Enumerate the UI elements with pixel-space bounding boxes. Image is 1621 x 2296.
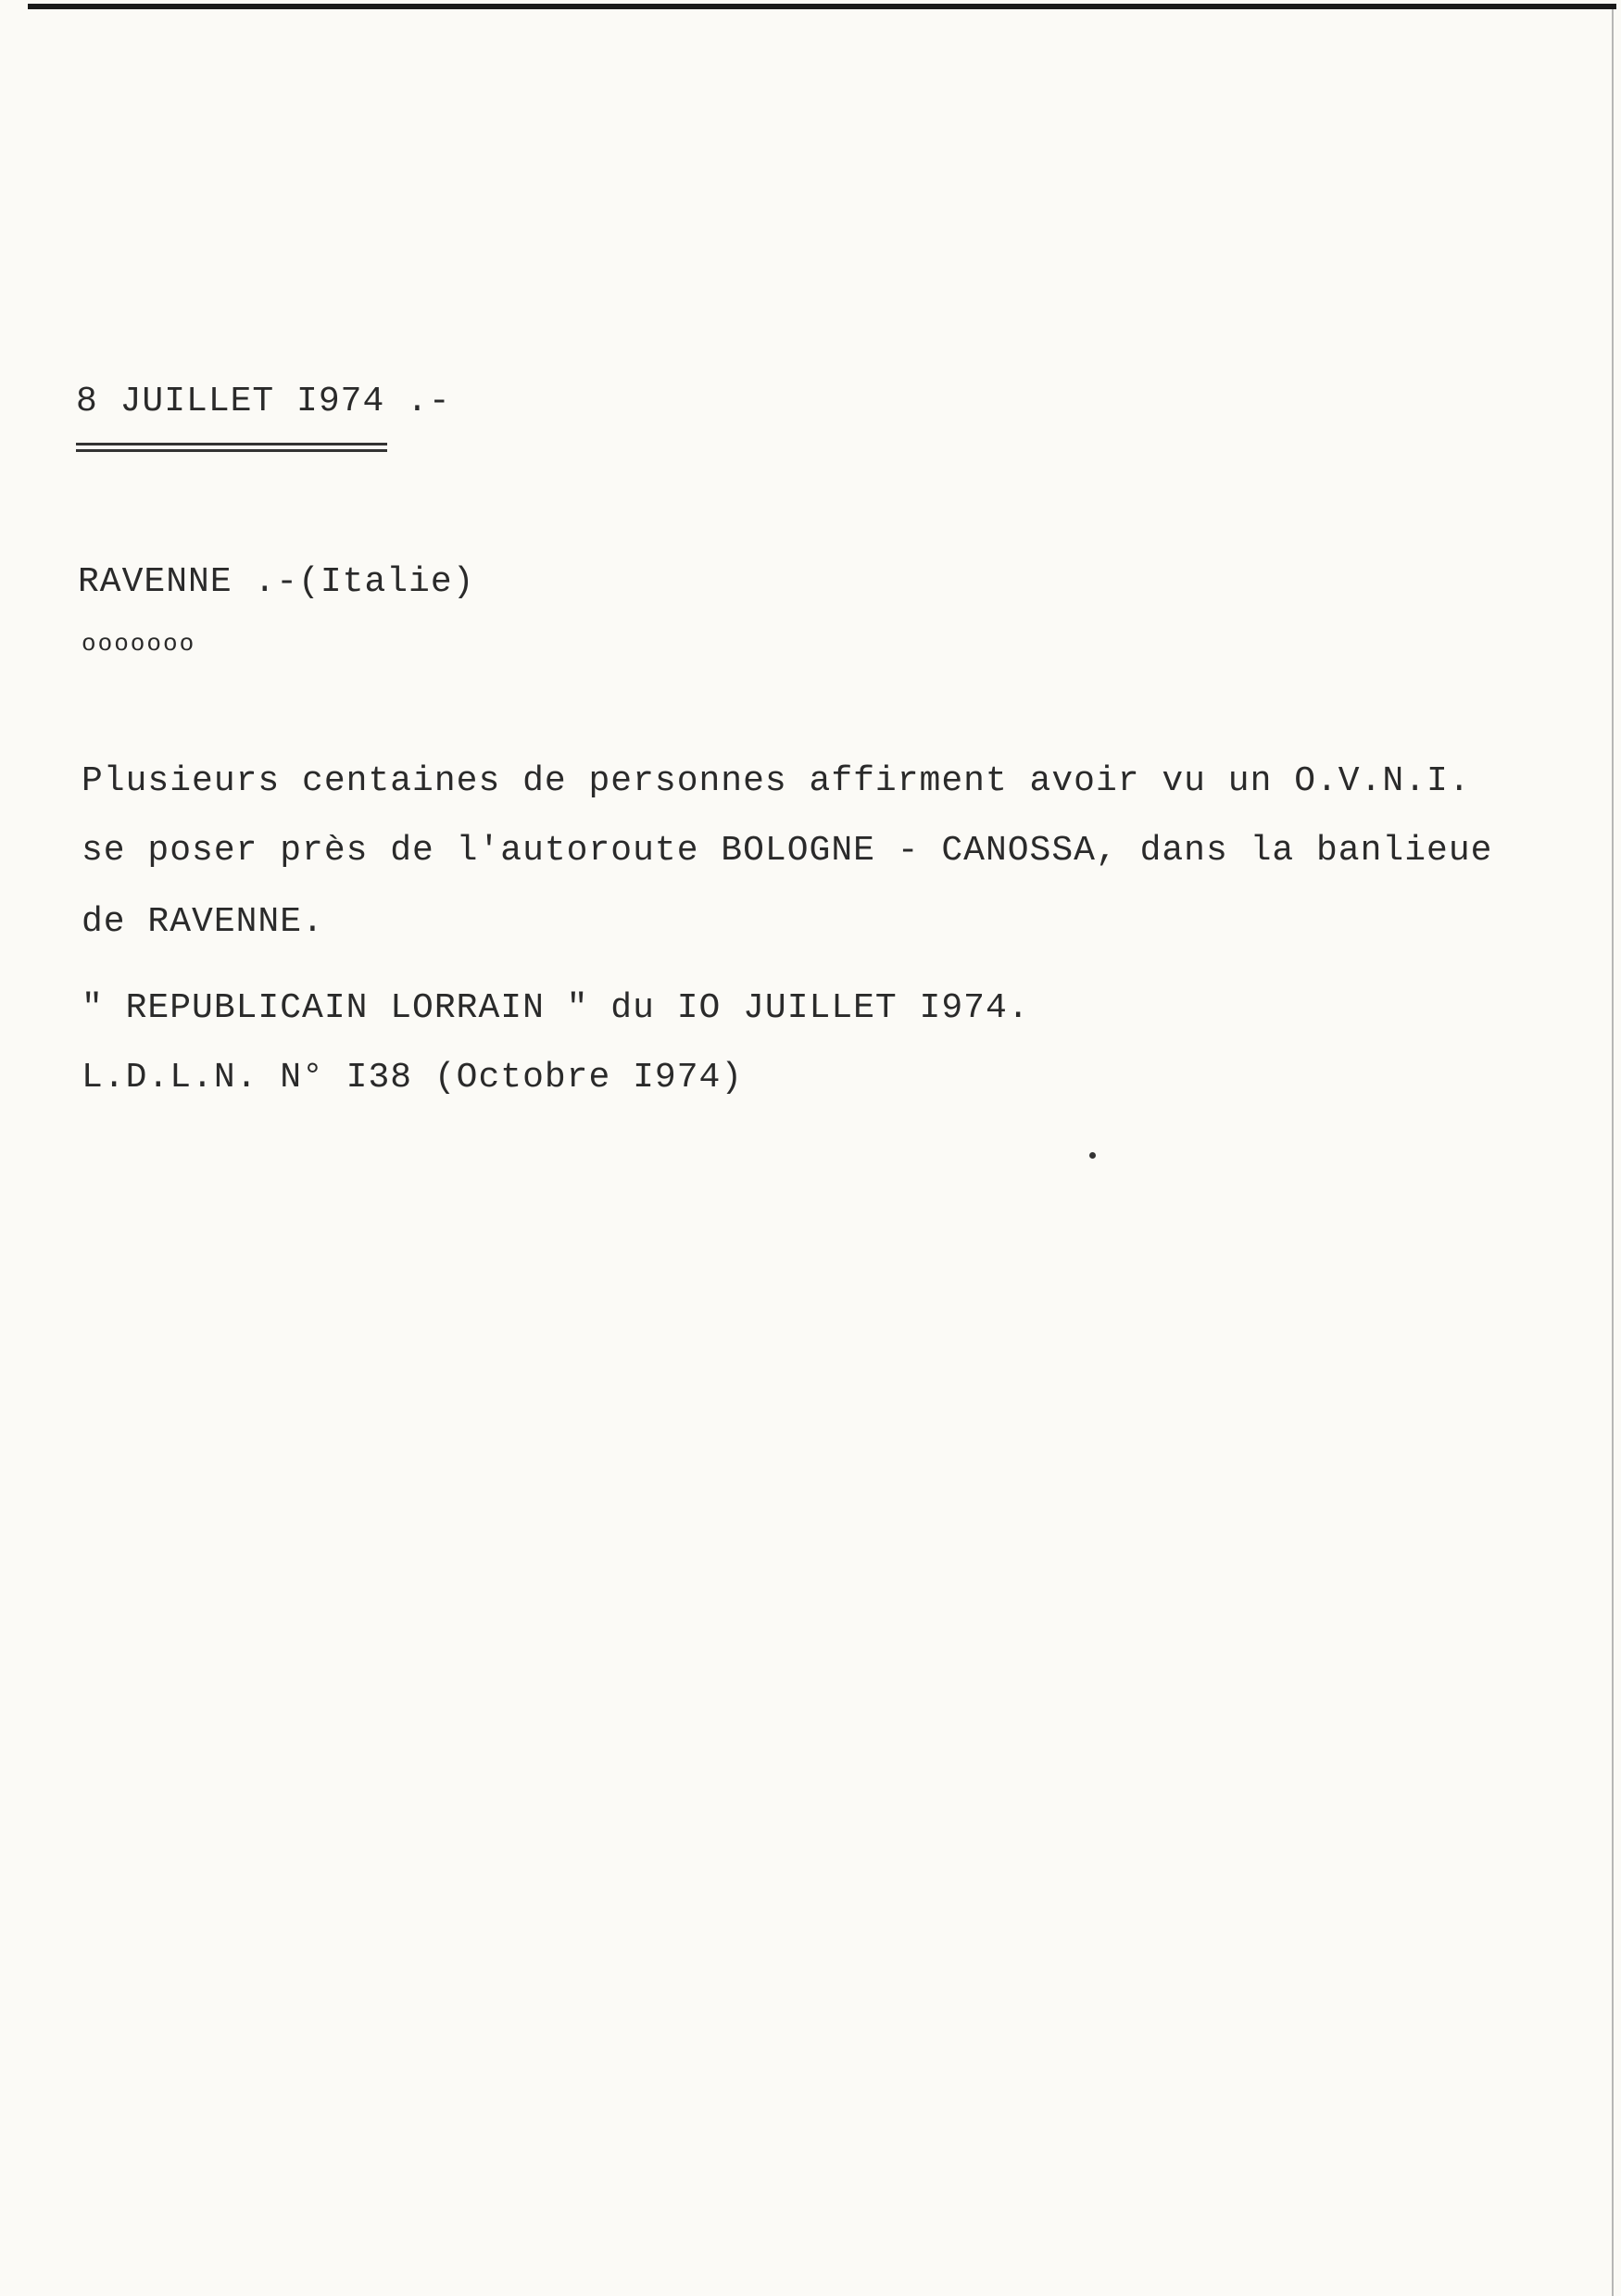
top-border-line — [28, 4, 1616, 9]
body-line: de RAVENNE. — [82, 902, 324, 942]
source-reference-line: L.D.L.N. N° I38 (Octobre I974) — [82, 1058, 744, 1098]
date-heading: 8 JUILLET I974 .- — [76, 382, 451, 421]
body-line: se poser près de l'autoroute BOLOGNE - CANOSSA, dans la banlieue — [82, 831, 1493, 871]
date-heading-underline — [76, 443, 387, 452]
body-line: Plusieurs centaines de personnes affirment avoir vu un O.V.N.I. — [82, 761, 1471, 801]
place-heading: RAVENNE .-(Italie) — [78, 562, 475, 602]
ink-speck — [1089, 1152, 1096, 1159]
source-newspaper-line: " REPUBLICAIN LORRAIN " du IO JUILLET I974. — [82, 988, 1030, 1028]
place-ornament: ooooooo — [82, 630, 196, 658]
right-border-line — [1612, 9, 1614, 2296]
